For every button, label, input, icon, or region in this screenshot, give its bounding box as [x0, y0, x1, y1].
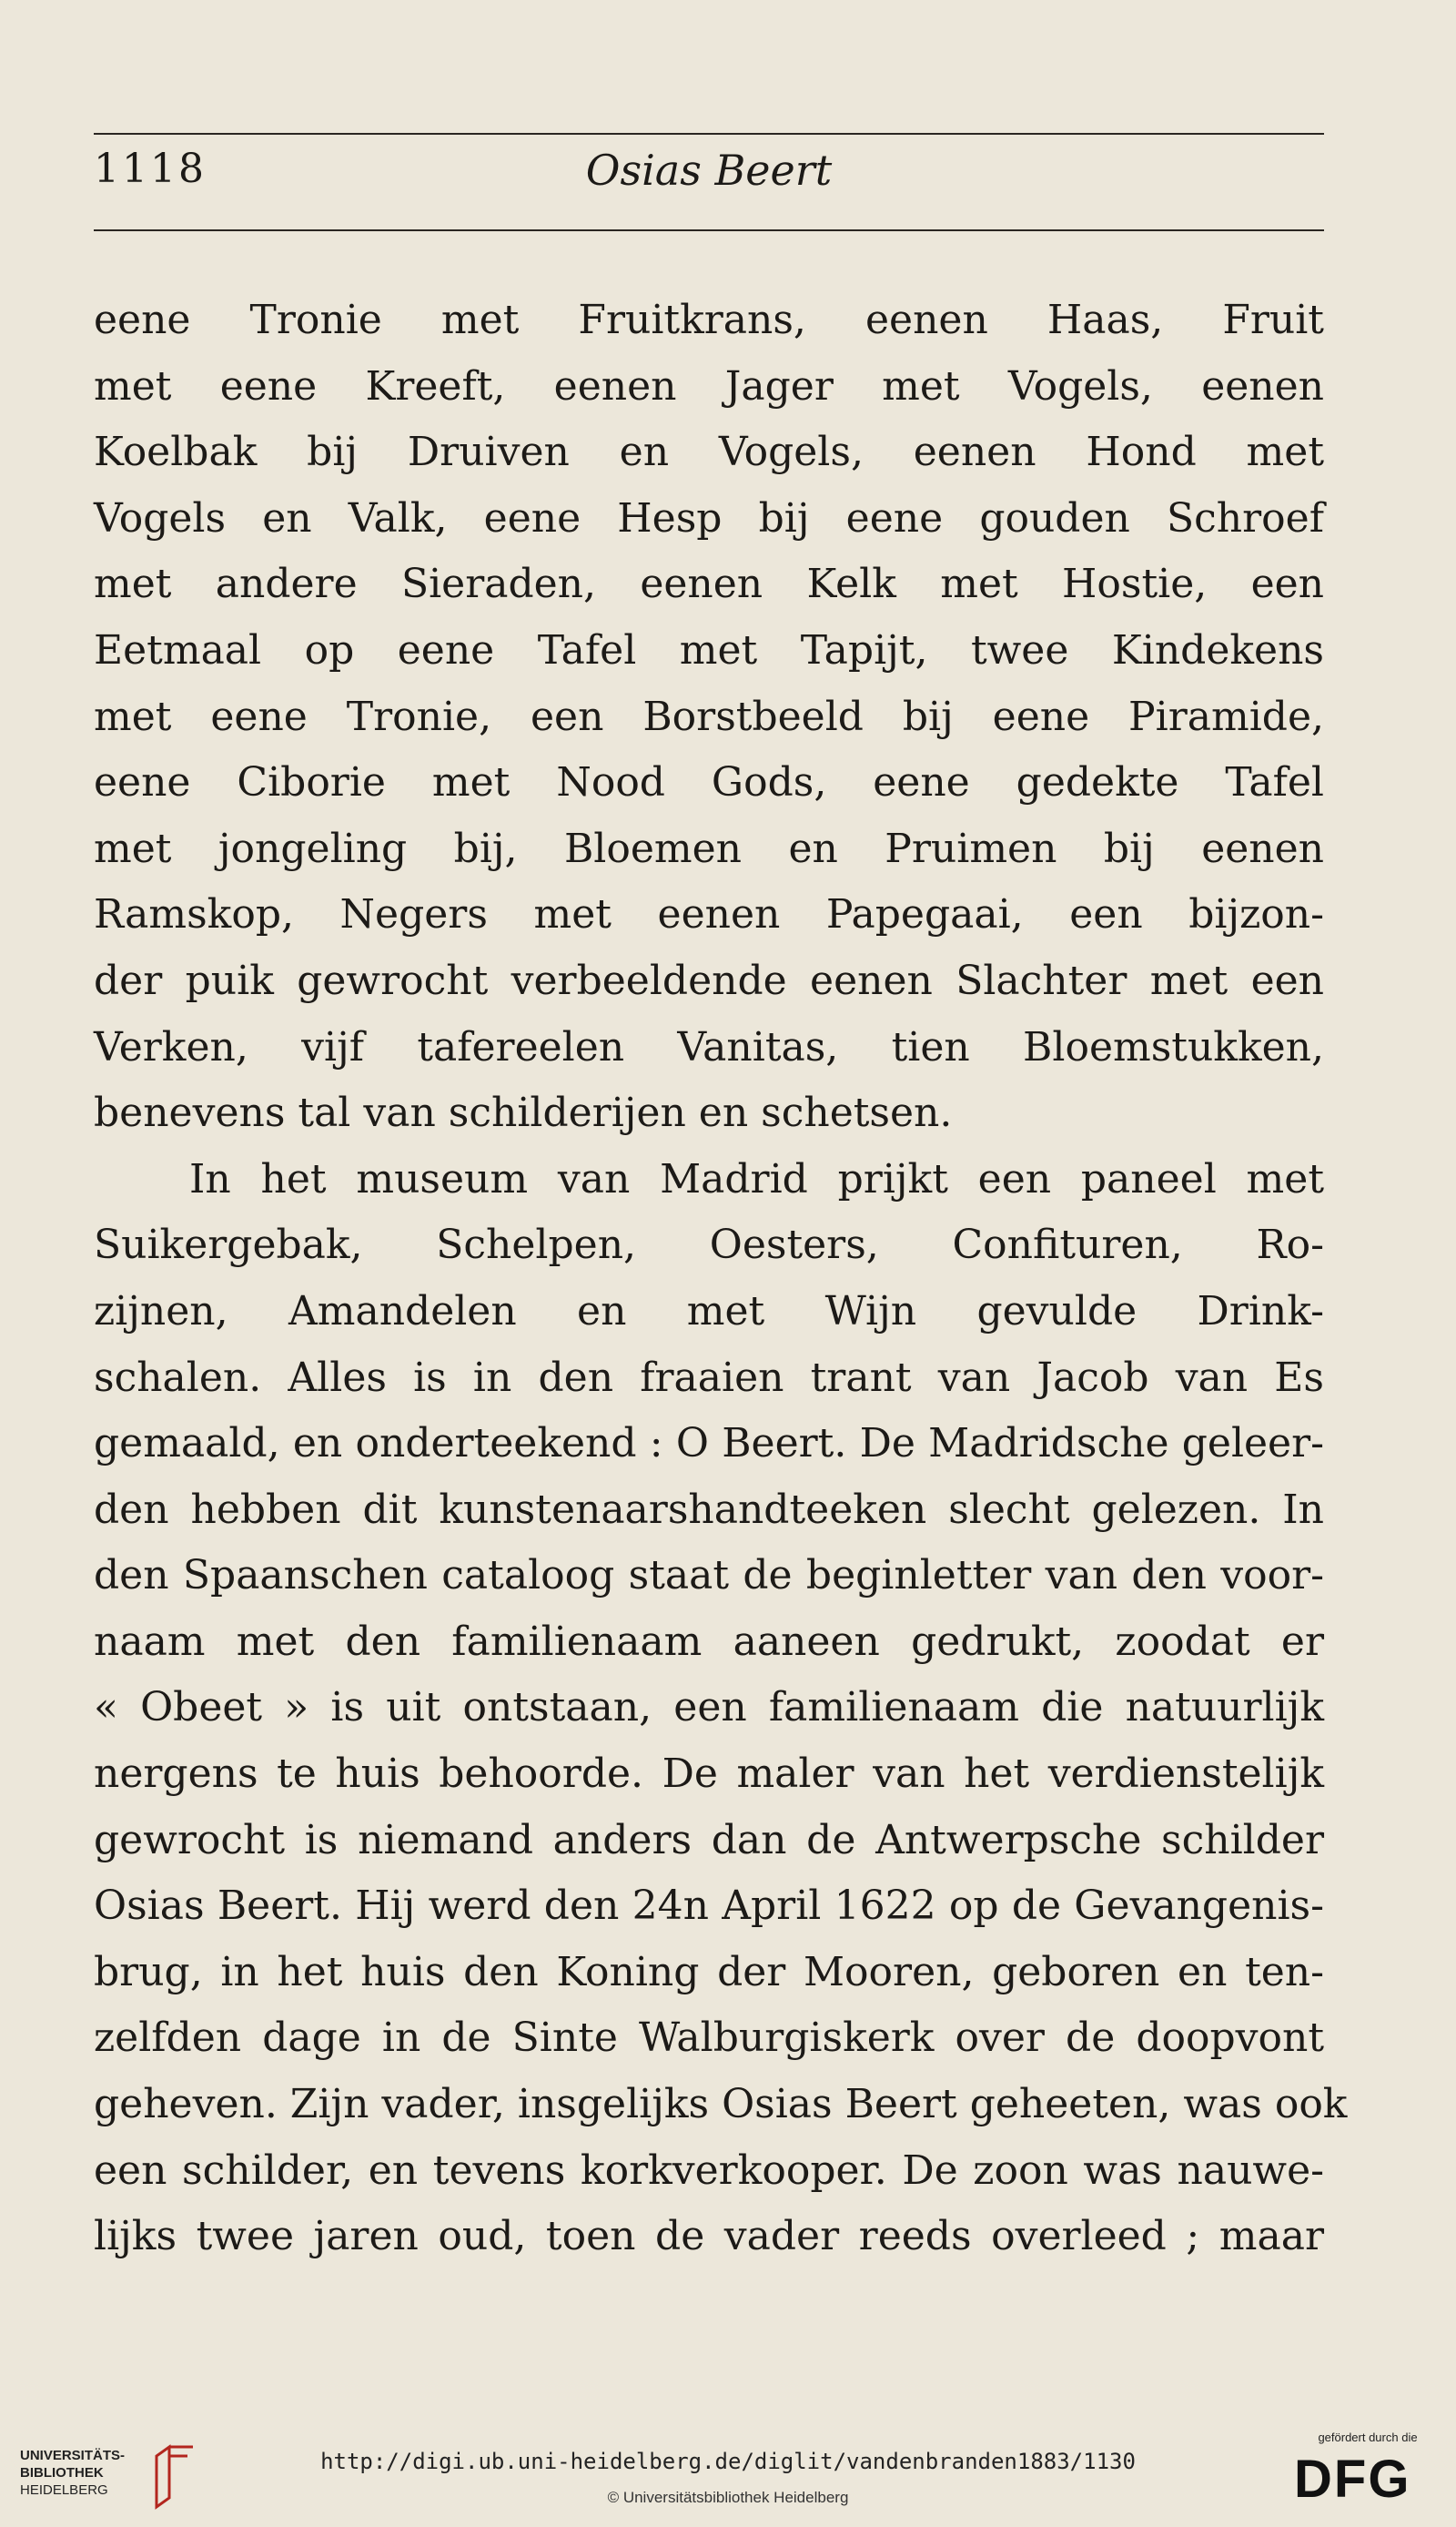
dfg-sponsor[interactable] — [1290, 2431, 1445, 2522]
text-line: brug, in het huis den Koning der Mooren, geboren en ten- — [94, 1948, 1324, 1995]
running-title: Osias Beert — [585, 146, 833, 195]
body-text — [94, 288, 1348, 2270]
text-line: met eene Tronie, een Borstbeeld bij eene Piramide, — [94, 693, 1324, 740]
text-line: geheven. Zijn vader, insgelijks Osias Beert geheeten, was ook — [94, 2081, 1348, 2128]
text-line: Vogels en Valk, eene Hesp bij eene gouden Schroef — [94, 494, 1324, 542]
text-line: den Spaanschen cataloog staat de beginletter van den voor- — [94, 1552, 1324, 1599]
text-line: eene Ciborie met Nood Gods, eene gedekte Tafel — [94, 759, 1324, 807]
page-number: 1118 — [94, 146, 207, 192]
header-top-rule — [94, 133, 1324, 135]
text-line: Ramskop, Negers met eenen Papegaai, een bijzon- — [94, 891, 1324, 939]
page-header — [94, 146, 1324, 209]
text-line: « Obeet » is uit ontstaan, een familienaam die natuurlijk — [94, 1684, 1324, 1731]
text-line: Osias Beert. Hij werd den 24n April 1622 op de Gevangenis- — [94, 1883, 1324, 1930]
text-line: der puik gewrocht verbeeldende eenen Slachter met een — [94, 957, 1324, 1004]
text-line: naam met den familienaam aaneen gedrukt, zoodat er — [94, 1618, 1324, 1665]
text-line: zijnen, Amandelen en met Wijn gevulde Drink- — [94, 1287, 1324, 1335]
paragraph-start-line: In het museum van Madrid prijkt een paneel met — [189, 1155, 1324, 1203]
text-line: met eene Kreeft, eenen Jager met Vogels, eenen — [94, 362, 1324, 410]
text-line: Verken, vijf tafereelen Vanitas, tien Bloemstukken, — [94, 1023, 1324, 1071]
funded-by-label: gefördert durch die — [1318, 2431, 1418, 2444]
text-line: met jongeling bij, Bloemen en Pruimen bij eenen — [94, 825, 1324, 872]
copyright-notice: © Universitätsbibliothek Heidelberg — [607, 2489, 849, 2506]
dfg-logo: DFG — [1294, 2450, 1411, 2509]
text-line: benevens tal van schilderijen en schetsen. — [94, 1090, 953, 1137]
text-line: met andere Sieraden, eenen Kelk met Hostie, een — [94, 561, 1324, 608]
text-line: Eetmaal op eene Tafel met Tapijt, twee Kindekens — [94, 626, 1324, 674]
library-name: UNIVERSITÄTS- BIBLIOTHEK HEIDELBERG — [20, 2448, 126, 2498]
text-line: den hebben dit kunstenaarshandteeken slecht gelezen. In — [94, 1486, 1324, 1533]
text-line: Koelbak bij Druiven en Vogels, eenen Hond met — [94, 429, 1324, 476]
text-line: lijks twee jaren oud, toen de vader reeds overleed ; maar — [94, 2213, 1324, 2260]
text-line: gemaald, en onderteekend : O Beert. De Madridsche geleer- — [94, 1420, 1324, 1467]
source-url-link[interactable]: http://digi.ub.uni-heidelberg.de/diglit/vandenbranden1883/1130 — [320, 2449, 1136, 2474]
text-line: schalen. Alles is in den fraaien trant van Jacob van Es — [94, 1354, 1324, 1401]
text-line: Suikergebak, Schelpen, Oesters, Confituren, Ro- — [94, 1222, 1324, 1269]
text-line: gewrocht is niemand anders dan de Antwerpsche schilder — [94, 1816, 1324, 1863]
text-line: zelfden dage in de Sinte Walburgiskerk over de doopvont — [94, 2014, 1324, 2062]
text-line: eene Tronie met Fruitkrans, eenen Haas, Fruit — [94, 297, 1324, 343]
text-line: een schilder, en tevens korkverkooper. De zoon was nauwe- — [94, 2146, 1324, 2194]
header-bottom-rule — [94, 229, 1324, 231]
text-line: nergens te huis behoorde. De maler van het verdienstelijk — [94, 1751, 1324, 1798]
